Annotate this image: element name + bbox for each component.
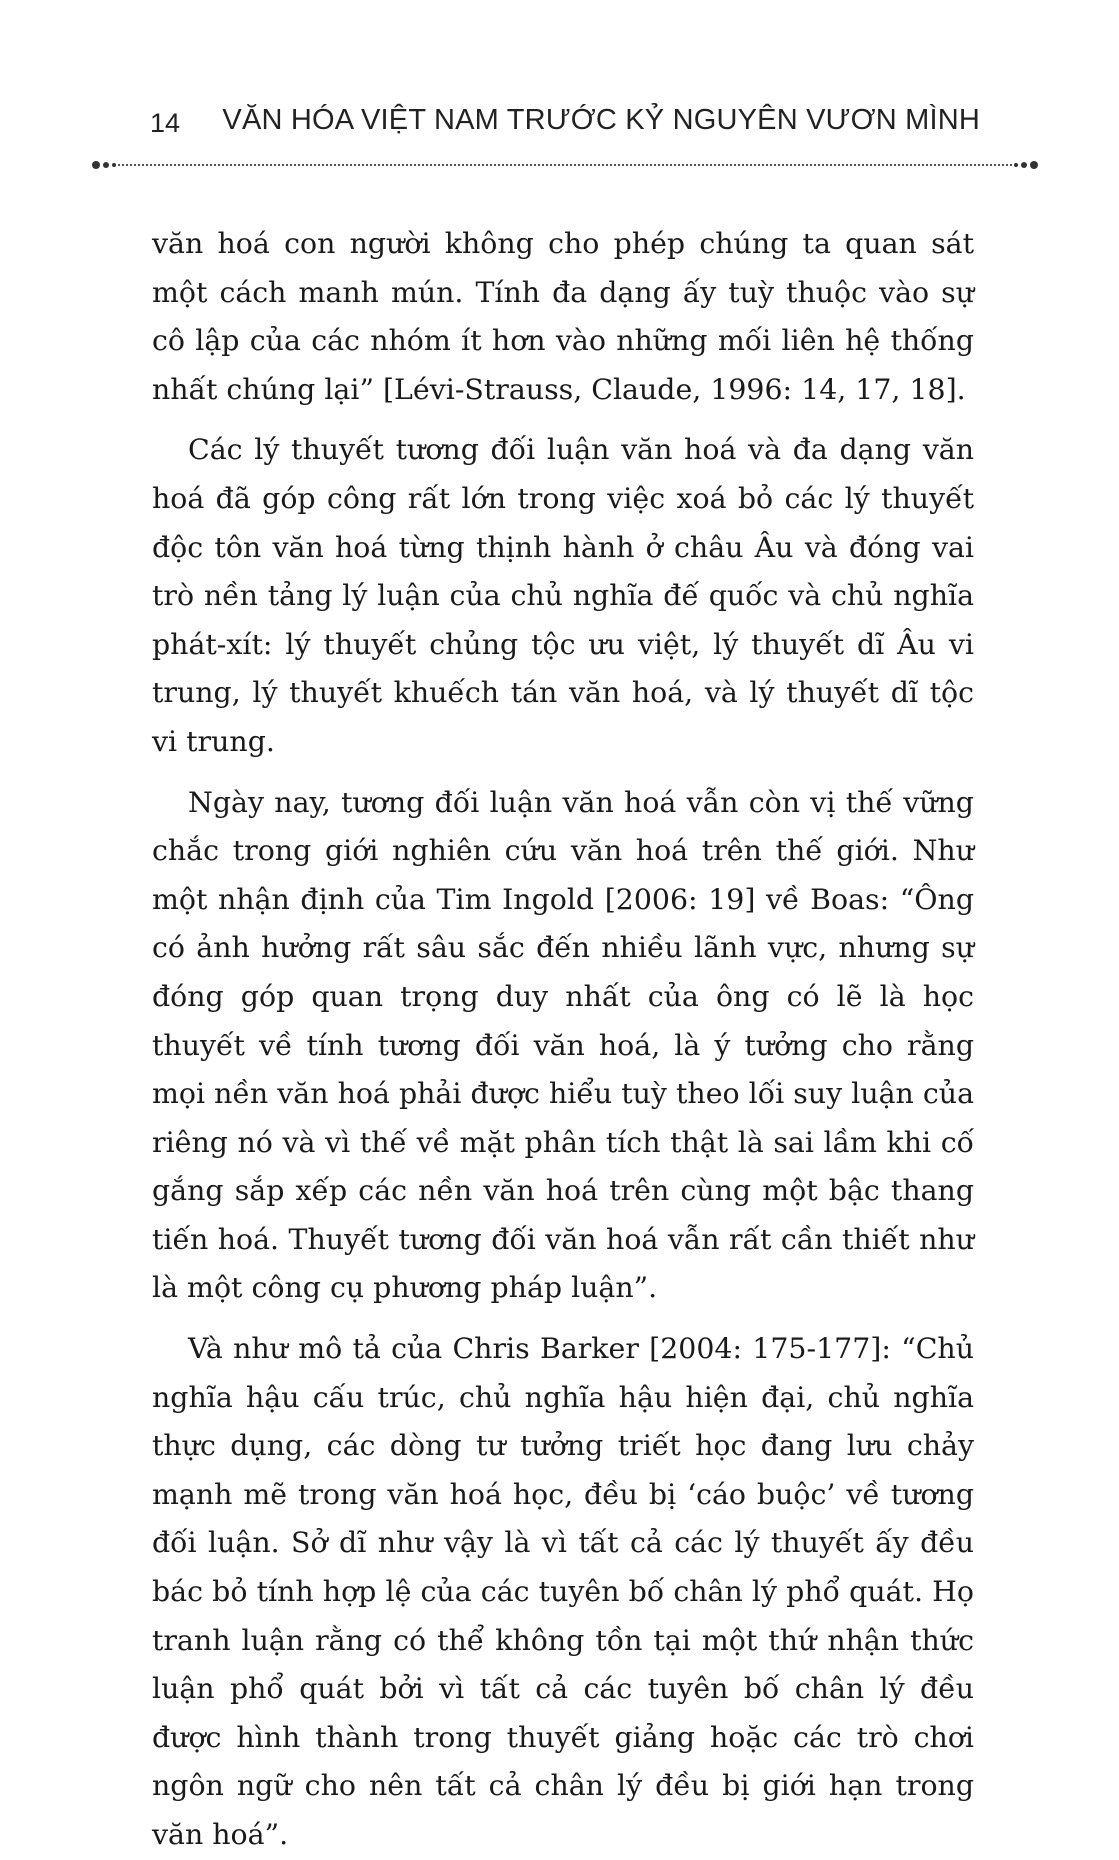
paragraph-relativism-theories: Các lý thuyết tương đối luận văn hoá và đa dạng văn hoá đã góp công rất lớn trong việc xoá bỏ các lý thuyết độc tôn văn hoá từng thịnh hành ở châu Âu và đóng vai trò nền tảng lý luận của chủ nghĩa đế quốc và chủ nghĩa phát-xít: lý thuyết chủng tộc ưu việt, lý thuyết dĩ Âu vi trung, lý thuyết khuếch tán văn hoá, và lý thuyết dĩ tộc vi trung. — [152, 433, 974, 758]
body-text — [152, 220, 974, 1860]
header-divider — [92, 160, 1038, 170]
page-number: 14 — [150, 108, 181, 138]
paragraph-continuation: văn hoá con người không cho phép chúng ta quan sát một cách manh mún. Tính đa dạng ấy tuỳ thuộc vào sự cô lập của các nhóm ít hơn vào những mối liên hệ thống nhất chúng lại” [Lévi-Strauss, Claude, 1996: 14, 17, 18]. — [152, 227, 974, 406]
divider-ornament-left — [92, 160, 116, 170]
paragraph-ingold-quote: Ngày nay, tương đối luận văn hoá vẫn còn vị thế vững chắc trong giới nghiên cứu văn hoá trên thế giới. Như một nhận định của Tim Ingold [2006: 19] về Boas: “Ông có ảnh hưởng rất sâu sắc đến nhiều lãnh vực, nhưng sự đóng góp quan trọng duy nhất của ông có lẽ là học thuyết về tính tương đối văn hoá, là ý tưởng cho rằng mọi nền văn hoá phải được hiểu tuỳ theo lối suy luận của riêng nó và vì thế về mặt phân tích thật là sai lầm khi cố gắng sắp xếp các nền văn hoá trên cùng một bậc thang tiến hoá. Thuyết tương đối văn hoá vẫn rất cần thiết như là một công cụ phương pháp luận”. — [152, 785, 974, 1305]
divider-ornament-right — [1014, 160, 1038, 170]
paragraph-barker-quote: Và như mô tả của Chris Barker [2004: 175-177]: “Chủ nghĩa hậu cấu trúc, chủ nghĩa hậu hiện đại, chủ nghĩa thực dụng, các dòng tư tưởng triết học đang lưu chảy mạnh mẽ trong văn hoá học, đều bị ‘cáo buộc’ về tương đối luận. Sở dĩ như vậy là vì tất cả các lý thuyết ấy đều bác bỏ tính hợp lệ của các tuyên bố chân lý phổ quát. Họ tranh luận rằng có thể không tồn tại một thứ nhận thức luận phổ quát bởi vì tất cả các tuyên bố chân lý đều được hình thành trong thuyết giảng hoặc các trò chơi ngôn ngữ cho nên tất cả chân lý đều bị giới hạn trong văn hoá”. — [152, 1332, 974, 1851]
running-title: VĂN HÓA VIỆT NAM TRƯỚC KỶ NGUYÊN VƯƠN MÌNH — [222, 104, 980, 136]
page-header — [150, 100, 980, 150]
dotted-line — [118, 164, 1012, 166]
